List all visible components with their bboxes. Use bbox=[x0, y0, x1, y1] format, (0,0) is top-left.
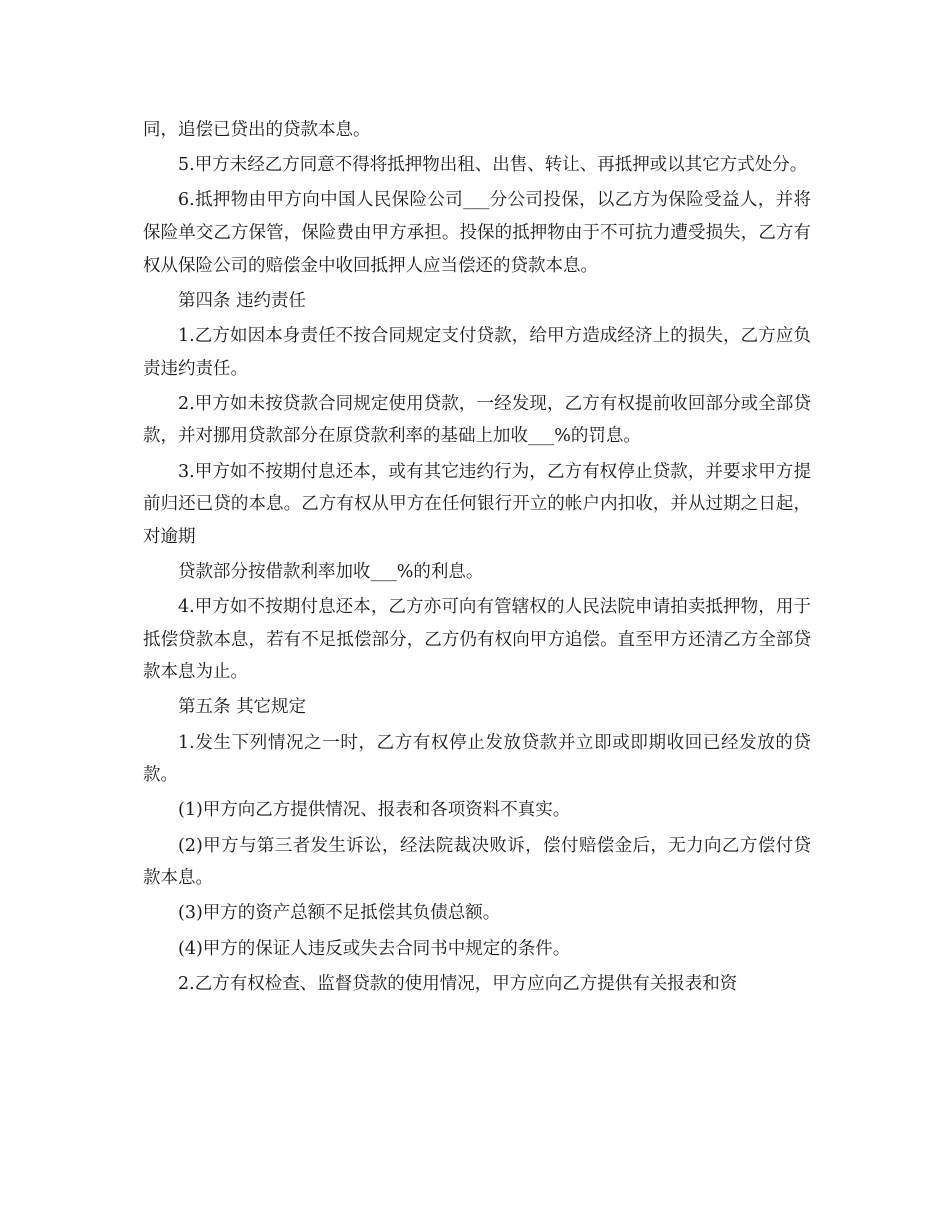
paragraph: 4.甲方如不按期付息还本，乙方亦可向有管辖权的人民法院申请拍卖抵押物，用于抵偿贷款本息，若有不足抵偿部分，乙方仍有权向甲方追偿。直至甲方还清乙方全部贷款本息为止。 bbox=[143, 597, 811, 683]
paragraph: 6.抵押物由甲方向中国人民保险公司___分公司投保，以乙方为保险受益人，并将保险单交乙方保管，保险费由甲方承担。投保的抵押物由于不可抗力遭受损失，乙方有权从保险公司的赔偿金中收回抵押人应当偿还的贷款本息。 bbox=[143, 190, 811, 276]
paragraph: 5.甲方未经乙方同意不得将抵押物出租、出售、转让、再抵押或以其它方式处分。 bbox=[178, 155, 808, 176]
paragraph: 1.发生下列情况之一时，乙方有权停止发放贷款并立即或即期收回已经发放的贷款。 bbox=[143, 732, 811, 786]
list-item: (2)甲方与第三者发生诉讼，经法院裁决败诉，偿付赔偿金后，无力向乙方偿付贷款本息。 bbox=[143, 835, 811, 889]
list-item: (1)甲方向乙方提供情况、报表和各项资料不真实。 bbox=[178, 800, 571, 821]
list-item: (4)甲方的保证人违反或失去合同书中规定的条件。 bbox=[178, 938, 571, 959]
section-heading: 第五条 其它规定 bbox=[178, 697, 307, 718]
paragraph: 2.甲方如未按贷款合同规定使用贷款，一经发现，乙方有权提前收回部分或全部贷款，并对挪用贷款部分在原贷款利率的基础上加收___%的罚息。 bbox=[143, 393, 811, 447]
list-item: (3)甲方的资产总额不足抵偿其负债总额。 bbox=[178, 903, 501, 924]
section-heading: 第四条 违约责任 bbox=[178, 290, 307, 311]
paragraph: 1.乙方如因本身责任不按合同规定支付贷款，给甲方造成经济上的损失，乙方应负责违约责任。 bbox=[143, 325, 811, 379]
paragraph: 3.甲方如不按期付息还本，或有其它违约行为，乙方有权停止贷款，并要求甲方提前归还已贷的本息。乙方有权从甲方在任何银行开立的帐户内扣收，并从过期之日起，对逾期 bbox=[143, 461, 811, 547]
paragraph: 2.乙方有权检查、监督贷款的使用情况，甲方应向乙方提供有关报表和资 bbox=[178, 973, 738, 994]
document-body bbox=[143, 114, 811, 1003]
paragraph: 贷款部分按借款利率加收___%的利息。 bbox=[178, 561, 484, 582]
paragraph: 同，追偿已贷出的贷款本息。 bbox=[143, 120, 371, 140]
